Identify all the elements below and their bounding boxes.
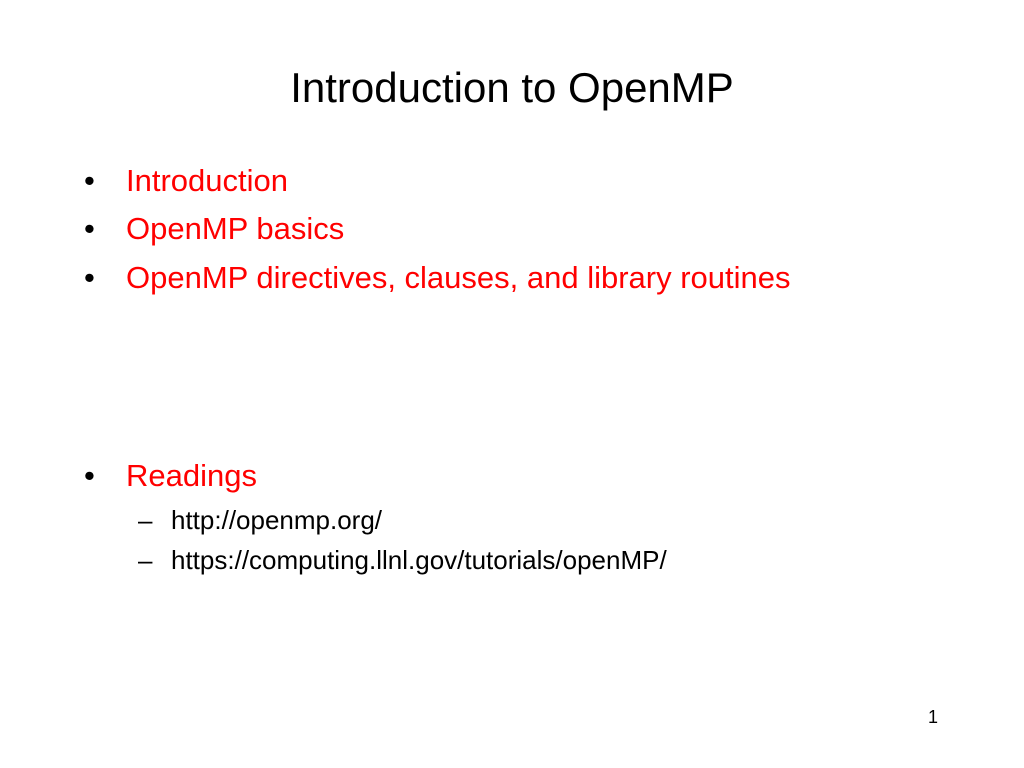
dash-icon: – xyxy=(138,545,153,575)
bullet-icon: • xyxy=(84,163,95,198)
reading-link-text[interactable]: https://computing.llnl.gov/tutorials/openMP/ xyxy=(171,545,667,575)
bullet-icon: • xyxy=(84,260,95,295)
bullet-icon: • xyxy=(84,211,95,246)
reading-link-text[interactable]: http://openmp.org/ xyxy=(171,505,383,535)
bullet-text: Readings xyxy=(126,458,257,493)
slide-title: Introduction to OpenMP xyxy=(290,64,734,111)
bullet-text: Introduction xyxy=(126,163,288,198)
bullet-icon: • xyxy=(84,458,95,493)
bullet-text: OpenMP basics xyxy=(126,211,345,246)
bullet-text: OpenMP directives, clauses, and library routines xyxy=(126,260,791,295)
dash-icon: – xyxy=(138,505,153,535)
page-number: 1 xyxy=(927,707,938,727)
